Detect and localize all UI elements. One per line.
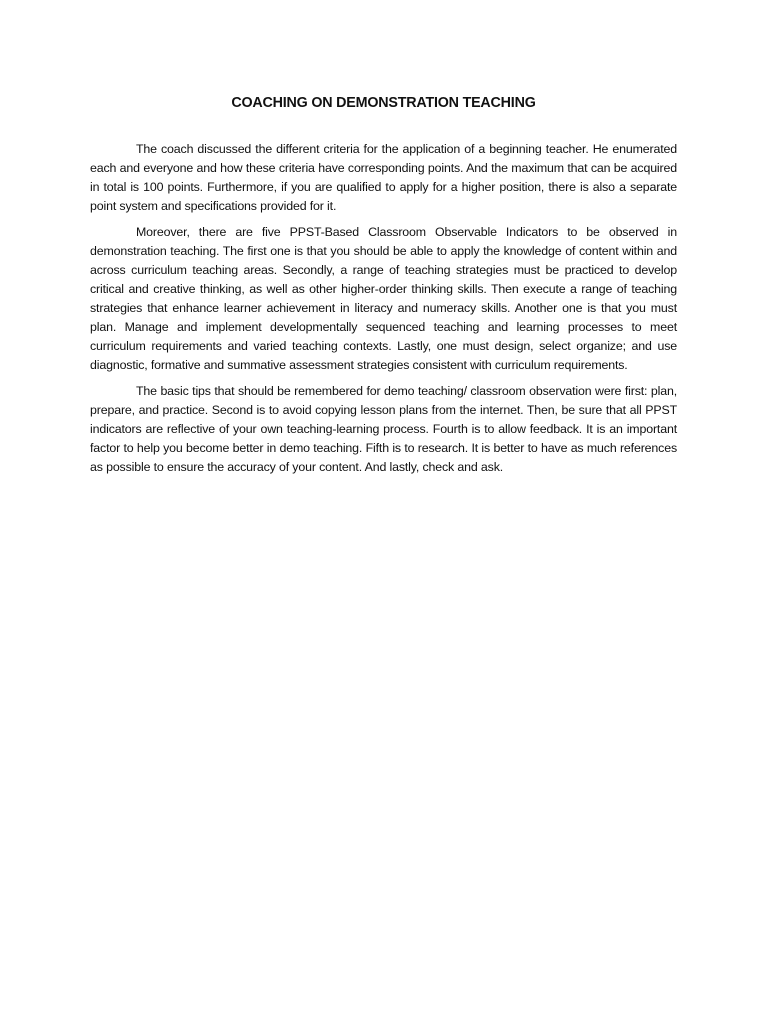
paragraph-indicators: Moreover, there are five PPST-Based Classroom Observable Indicators to be observed in demonstration teaching. The first one is that you should be able to apply the knowledge of content within and across curriculum teaching areas. Secondly, a range of teaching strategies must be practiced to develop critical and creative thinking, as well as other higher-order thinking skills. Then execute a range of teaching strategies that enhance learner achievement in literacy and numeracy skills. Another one is that you must plan. Manage and implement developmentally sequenced teaching and learning processes to meet curriculum requirements and varied teaching contexts. Lastly, one must design, select organize; and use diagnostic, formative and summative assessment strategies consistent with curriculum requirements. — [90, 225, 677, 372]
document-title: COACHING ON DEMONSTRATION TEACHING — [231, 95, 536, 111]
paragraph-tips: The basic tips that should be remembered for demo teaching/ classroom observation were first: plan, prepare, and practice. Second is to avoid copying lesson plans from the internet. Then, be sure that all PPST indicators are reflective of your own teaching-learning process. Fourth is to allow feedback. It is an important factor to help you become better in demo teaching. Fifth is to research. It is better to have as much references as possible to ensure the accuracy of your content. And lastly, check and ask. — [90, 384, 677, 474]
document-body — [90, 140, 677, 484]
paragraph-criteria: The coach discussed the different criteria for the application of a beginning teacher. He enumerated each and everyone and how these criteria have corresponding points. And the maximum that can be acquired in total is 100 points. Furthermore, if you are qualified to apply for a higher position, there is also a separate point system and specifications provided for it. — [90, 142, 677, 213]
